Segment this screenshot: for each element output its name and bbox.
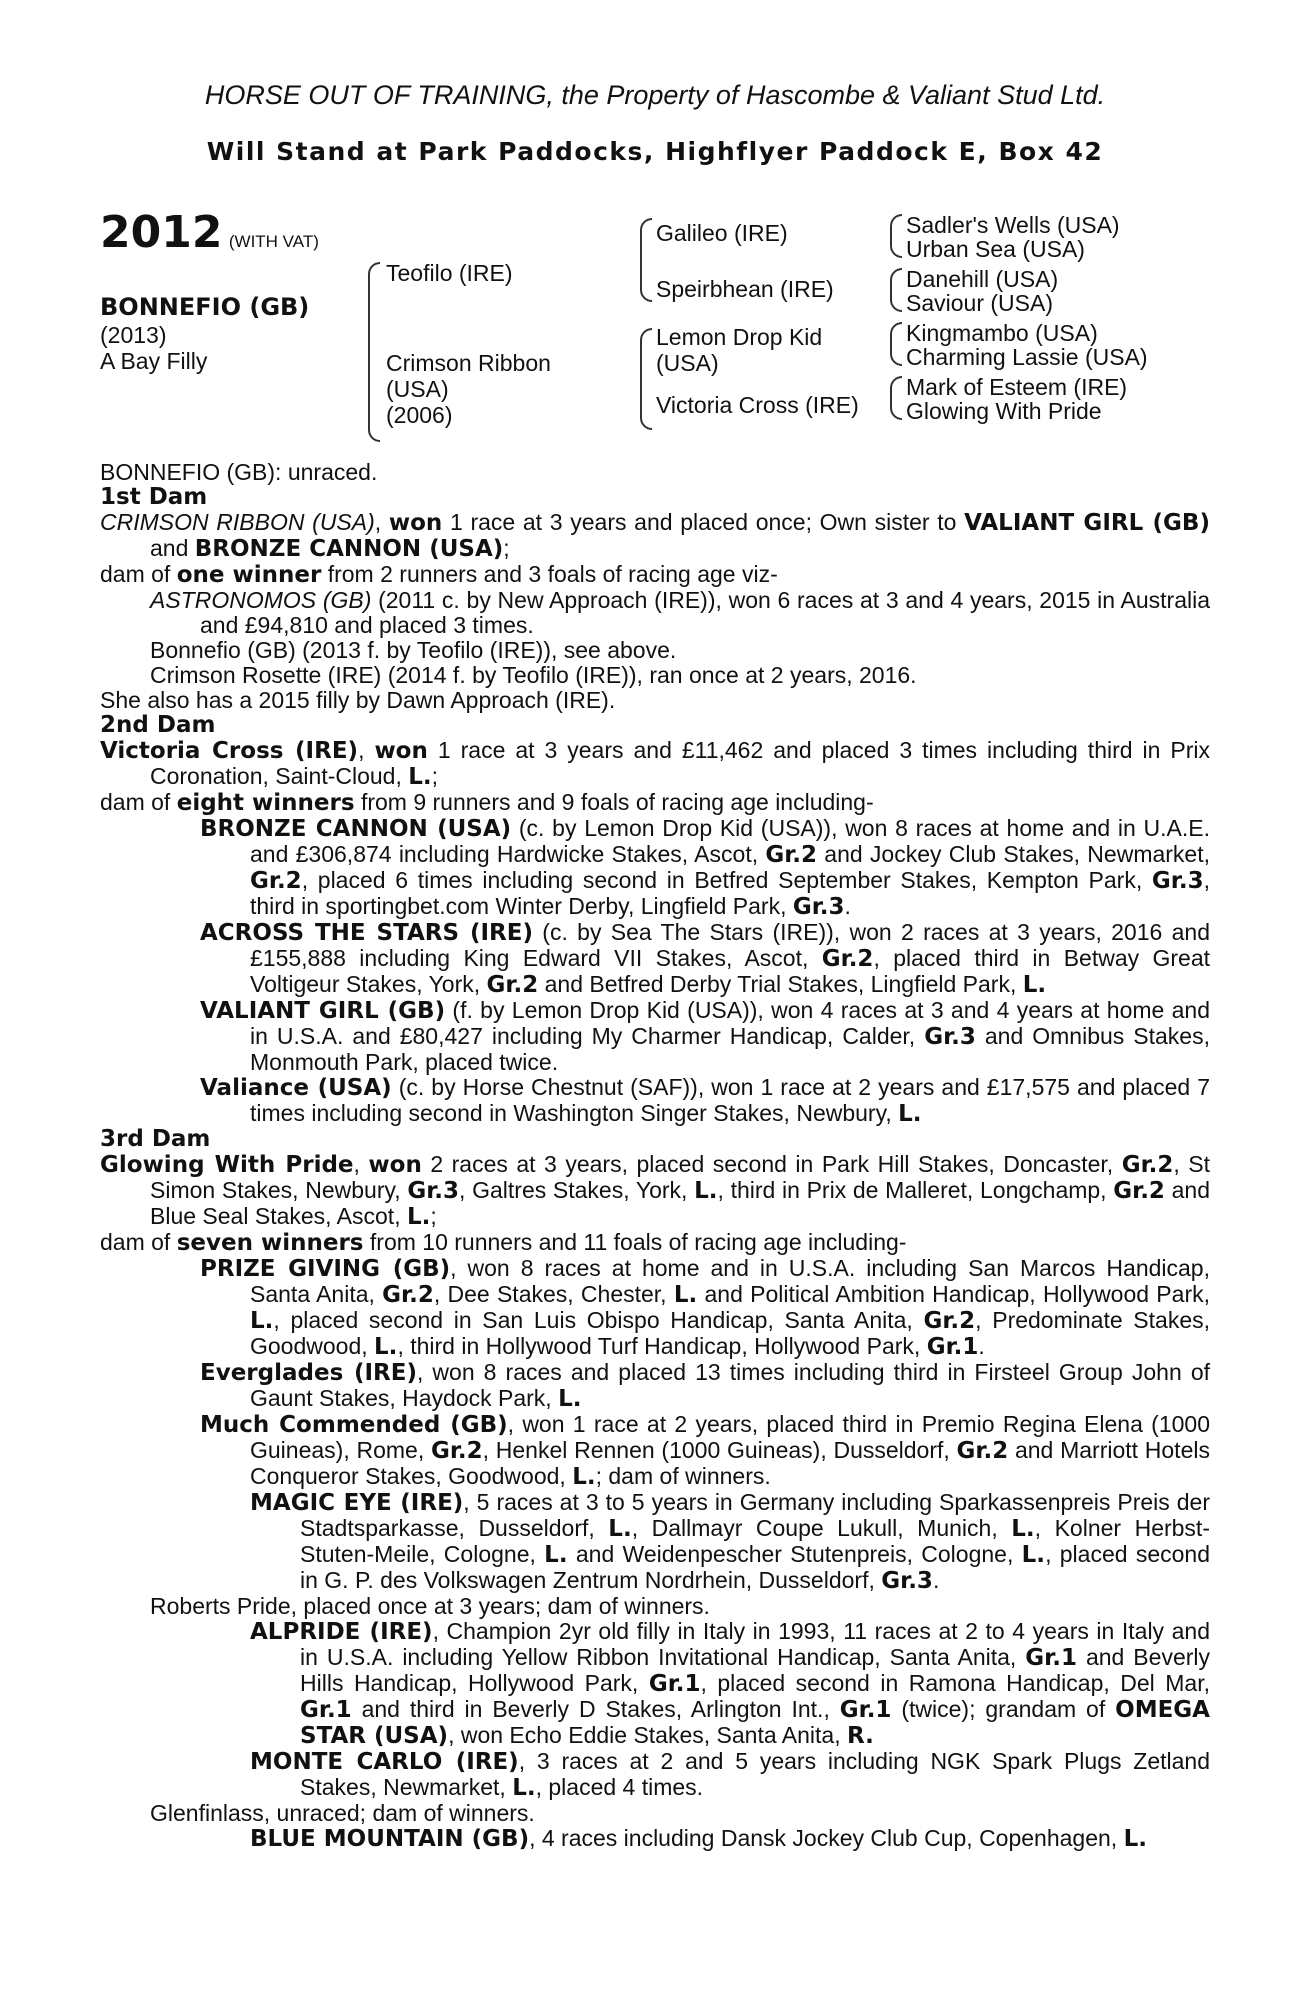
produce-entry	[100, 920, 1210, 998]
text: , 5 races at 3 to 5 years in Germany including Sparkassenpreis Preis der Stadtsparkasse, Dusseldorf,	[300, 1489, 1210, 1541]
text: (f. by Lemon Drop Kid (USA)), won 4 races at 3 and 4 years at home and in U.S.A. and £80,427 including My Charmer Handicap, Calder,	[250, 997, 1211, 1049]
grade: L.	[898, 1101, 922, 1127]
first-dam-entry: CRIMSON RIBBON (USA), won 1 race at 3 years and placed once; Own sister to VALIANT GIRL (GB) and BRONZE CANNON (USA);	[100, 509, 1210, 562]
text: , Champion 2yr old filly in Italy in 1993, 11 races at 2 to 4 years in Italy and in U.S.A. including Yellow Ribbon Invitational Handicap, Santa Anita,	[300, 1618, 1210, 1670]
text: 2 races at 3 years, placed second in Park Hill Stakes, Doncaster,	[421, 1151, 1122, 1177]
text: (twice); grandam of	[891, 1696, 1116, 1722]
dam-sire-line1: Lemon Drop Kid	[656, 324, 823, 350]
grade: Gr.3	[407, 1178, 460, 1204]
text: ,	[353, 1151, 369, 1177]
text: (c. by Horse Chestnut (SAF)), won 1 race at 2 years and £17,575 and placed 7 times including second in Washington Singer Stakes, Newbury,	[250, 1074, 1210, 1126]
grade: Gr.2	[765, 842, 818, 868]
grade: Gr.2	[250, 868, 302, 894]
text: ;	[430, 1203, 437, 1229]
dam-line3: (2006)	[386, 402, 453, 428]
horse-foaled: (2013)	[100, 322, 167, 348]
vat-note: (WITH VAT)	[228, 232, 319, 251]
text: , placed 6 times including second in Betfred September Stakes, Kempton Park,	[301, 867, 1152, 893]
dam-sire-line2: (USA)	[656, 350, 719, 376]
text: ;	[431, 763, 439, 789]
grade: L.	[694, 1178, 718, 1204]
won-label: won	[374, 738, 428, 764]
produce-entry	[100, 1826, 1210, 1852]
text: .	[844, 893, 851, 919]
text: (c. by Lemon Drop Kid (USA)), won 8 races at home and in U.A.E. and £306,874 including Hardwicke Stakes, Ascot,	[250, 815, 1210, 867]
text: ;	[503, 535, 510, 561]
grade: L.	[608, 1516, 632, 1542]
text: and third in Beverly D Stakes, Arlington Int.,	[351, 1696, 840, 1722]
text: , Henkel Rennen (1000 Guineas), Dusseldorf,	[482, 1437, 957, 1463]
produce-name: PRIZE GIVING (GB)	[200, 1256, 451, 1282]
produce-entry: Bonnefio (GB) (2013 f. by Teofilo (IRE)), see above.	[150, 637, 677, 663]
produce-entry	[100, 1256, 1210, 1360]
produce-name: BRONZE CANNON (USA)	[200, 816, 512, 842]
also-note: She also has a 2015 filly by Dawn Approach (IRE).	[100, 687, 616, 713]
produce-entry	[100, 816, 1210, 920]
horse-name: BONNEFIO (GB)	[100, 293, 310, 321]
gen3-5: Kingmambo (USA)	[906, 320, 1098, 346]
lot-year	[100, 207, 319, 258]
won-label: won	[388, 510, 443, 536]
text: and Omnibus Stakes, Monmouth Park, placed twice.	[250, 1023, 1210, 1075]
text: , third in Prix de Malleret, Longchamp,	[717, 1177, 1114, 1203]
grade: Gr.2	[821, 946, 874, 972]
text: , won Echo Eddie Stakes, Santa Anita,	[448, 1722, 847, 1748]
first-dam-name: CRIMSON RIBBON (USA)	[100, 509, 375, 535]
brace-gen3-3	[890, 322, 902, 366]
third-dam-name: Glowing With Pride	[100, 1152, 354, 1178]
brace-gen3-1	[890, 214, 902, 258]
produce-entry	[100, 1490, 1210, 1594]
third-dam-heading: 3rd Dam	[100, 1126, 211, 1152]
sire-dam: Speirbhean (IRE)	[656, 276, 834, 302]
page-title: HORSE OUT OF TRAINING, the Property of Hascombe & Valiant Stud Ltd.	[204, 80, 1106, 110]
grade: L.	[406, 1204, 431, 1230]
grade: L.	[544, 1542, 568, 1568]
produce-name: ALPRIDE (IRE)	[250, 1619, 433, 1645]
produce-entry	[100, 1619, 1210, 1749]
produce-name: BLUE MOUNTAIN (GB)	[250, 1826, 530, 1852]
text: and Marriott Hotels Conqueror Stakes, Goodwood,	[250, 1437, 1210, 1489]
text: , Dallmayr Coupe Lukull, Munich,	[631, 1515, 1012, 1541]
brace-gen2-bottom	[640, 328, 652, 430]
text: , Predominate Stakes, Goodwood,	[250, 1307, 1210, 1359]
grade: Gr.2	[923, 1308, 976, 1334]
produce-name: ASTRONOMOS (GB)	[150, 587, 372, 613]
dam-line1: Crimson Ribbon	[386, 350, 551, 376]
grade: L.	[673, 1282, 698, 1308]
grade: Gr.1	[926, 1334, 979, 1360]
text: ; dam of winners.	[595, 1463, 771, 1489]
produce-entry: Roberts Pride, placed once at 3 years; dam of winners.	[150, 1593, 710, 1619]
gen3-8: Glowing With Pride	[906, 398, 1102, 424]
gen3-6: Charming Lassie (USA)	[906, 344, 1148, 370]
produce-name: MONTE CARLO (IRE)	[250, 1749, 519, 1775]
grade: Gr.3	[881, 1568, 933, 1594]
text: , 4 races including Dansk Jockey Club Cup, Copenhagen,	[529, 1825, 1124, 1851]
catalogue-page	[100, 78, 1210, 1852]
text: ,	[358, 737, 375, 763]
brace-gen2-top	[640, 218, 652, 302]
unraced-note: BONNEFIO (GB): unraced.	[100, 459, 378, 485]
brace-gen3-4	[890, 376, 902, 420]
produce-entry	[100, 1360, 1210, 1412]
text: 1 race at 3 years and placed once; Own sister to	[442, 509, 965, 535]
year-number: 2012	[100, 207, 223, 258]
grade: Gr.3	[924, 1024, 976, 1050]
winners-count: one winner	[176, 562, 322, 588]
text: , St Simon Stakes, Newbury,	[150, 1151, 1210, 1203]
sire-sire: Galileo (IRE)	[656, 220, 788, 246]
gen3-4: Saviour (USA)	[906, 290, 1053, 316]
text: and Jockey Club Stakes, Newmarket,	[817, 841, 1210, 867]
brace-gen1	[368, 262, 380, 442]
second-dam-name: Victoria Cross (IRE)	[100, 738, 359, 764]
second-dam-entry	[100, 738, 1210, 790]
dam-of-line	[100, 562, 1210, 588]
text: from 10 runners and 11 foals of racing age including-	[363, 1229, 907, 1255]
grade: Gr.2	[486, 972, 539, 998]
dam-line2: (USA)	[386, 376, 449, 402]
grade: L.	[512, 1775, 536, 1801]
text: , placed 4 times.	[535, 1774, 704, 1800]
text: from 9 runners and 9 foals of racing age including-	[354, 789, 874, 815]
grade: L.	[374, 1334, 398, 1360]
third-dam-entry	[100, 1152, 1210, 1230]
text: , third in sportingbet.com Winter Derby, Lingfield Park,	[250, 867, 1210, 919]
grade: Gr.1	[648, 1671, 701, 1697]
text: , Galtres Stakes, York,	[459, 1177, 695, 1203]
dam-of-line	[100, 790, 1210, 816]
grade: L.	[1021, 1542, 1046, 1568]
location-line: Will Stand at Park Paddocks, Highflyer Paddock E, Box 42	[206, 137, 1104, 166]
second-dam-heading: 2nd Dam	[100, 712, 216, 738]
produce-entry	[100, 1075, 1210, 1127]
text: 1 race at 3 years and £11,462 and placed 3 times including third in Prix Coronation, Saint-Cloud,	[150, 737, 1211, 789]
grade: Gr.2	[382, 1282, 434, 1308]
text: and Blue Seal Stakes, Ascot,	[150, 1177, 1210, 1229]
text: , placed second in G. P. des Volkswagen Zentrum Nordrhein, Dusseldorf,	[300, 1541, 1210, 1593]
text: , Dee Stakes, Chester,	[433, 1281, 674, 1307]
produce-entry	[100, 1749, 1210, 1801]
grade: L.	[1123, 1826, 1147, 1852]
text: , third in Hollywood Turf Handicap, Hollywood Park,	[397, 1333, 927, 1359]
brace-gen3-2	[890, 268, 902, 312]
text: and	[150, 535, 195, 561]
text: dam of	[100, 789, 177, 815]
text: .	[978, 1333, 985, 1359]
gen3-2: Urban Sea (USA)	[906, 236, 1085, 262]
text: from 2 runners and 3 foals of racing age viz-	[321, 561, 778, 587]
winners-count: eight winners	[176, 790, 355, 816]
grade: Gr.1	[839, 1697, 892, 1723]
text: and Beverly Hills Handicap, Hollywood Park,	[300, 1644, 1210, 1696]
text: , placed third in Betway Great Voltigeur Stakes, York,	[250, 945, 1211, 997]
produce-entry: Glenfinlass, unraced; dam of winners.	[150, 1800, 535, 1826]
text: (c. by Sea The Stars (IRE)), won 2 races at 3 years, 2016 and £155,888 including King Edward VII Stakes, Ascot,	[250, 919, 1210, 971]
text: , won 8 races at home and in U.S.A. including San Marcos Handicap, Santa Anita,	[250, 1255, 1210, 1307]
first-dam-heading: 1st Dam	[100, 484, 208, 510]
grade: Gr.2	[430, 1438, 483, 1464]
grade: Gr.1	[300, 1697, 352, 1723]
dam-of-line	[100, 1230, 1210, 1256]
text: dam of	[100, 561, 177, 587]
text: , 3 races at 2 and 5 years including NGK Spark Plugs Zetland Stakes, Newmarket,	[300, 1748, 1210, 1800]
grade: L.	[408, 764, 432, 790]
sire: Teofilo (IRE)	[386, 260, 513, 286]
text: , won 8 races and placed 13 times including third in Firsteel Group John of Gaunt Stakes, Haydock Park,	[250, 1359, 1211, 1411]
text: .	[932, 1567, 940, 1593]
grade: Gr.2	[1113, 1178, 1165, 1204]
text: dam of	[100, 1229, 177, 1255]
grade: Gr.2	[1121, 1152, 1174, 1178]
text: , placed second in San Luis Obispo Handicap, Santa Anita,	[273, 1307, 924, 1333]
pedigree-table	[100, 207, 1210, 452]
gen3-7: Mark of Esteem (IRE)	[906, 374, 1128, 400]
produce-entry: Crimson Rosette (IRE) (2014 f. by Teofilo (IRE)), ran once at 2 years, 2016.	[150, 662, 917, 688]
sister-name: BRONZE CANNON (USA)	[194, 536, 504, 562]
produce-entry	[100, 998, 1210, 1075]
grade: Gr.3	[792, 894, 845, 920]
text: and Betfred Derby Trial Stakes, Lingfield Park,	[538, 971, 1023, 997]
text: (2011 c. by New Approach (IRE)), won 6 races at 3 and 4 years, 2015 in Australia and £94,810 and placed 3 times.	[200, 587, 1211, 638]
produce-name: Valiance (USA)	[200, 1075, 392, 1101]
sister-name: VALIANT GIRL (GB)	[964, 510, 1210, 536]
catalogue-body	[100, 460, 1210, 1852]
grade: L.	[250, 1308, 274, 1334]
winners-count: seven winners	[176, 1230, 364, 1256]
won-label: won	[368, 1152, 422, 1178]
grade: Gr.1	[1025, 1645, 1077, 1671]
produce-name: Much Commended (GB)	[200, 1412, 508, 1438]
grade: L.	[1011, 1516, 1035, 1542]
text: , won 1 race at 2 years, placed third in Premio Regina Elena (1000 Guineas), Rome,	[250, 1411, 1210, 1463]
produce-name: OMEGA STAR (USA)	[300, 1697, 1210, 1749]
produce-entry	[100, 1412, 1210, 1490]
produce-name: MAGIC EYE (IRE)	[250, 1490, 464, 1516]
grade: L.	[572, 1464, 596, 1490]
produce-name: Everglades (IRE)	[200, 1360, 417, 1386]
gen3-1: Sadler's Wells (USA)	[906, 212, 1120, 238]
gen3-3: Danehill (USA)	[906, 266, 1059, 292]
text: and Political Ambition Handicap, Hollywood Park,	[697, 1281, 1210, 1307]
grade: R.	[846, 1723, 874, 1749]
dam-dam: Victoria Cross (IRE)	[656, 392, 859, 418]
text: and Weidenpescher Stutenpreis, Cologne,	[567, 1541, 1022, 1567]
text: , placed second in Ramona Handicap, Del Mar,	[700, 1670, 1210, 1696]
produce-entry	[100, 588, 1210, 638]
grade: L.	[558, 1386, 582, 1412]
produce-name: VALIANT GIRL (GB)	[200, 998, 446, 1024]
text: , Kolner Herbst-Stuten-Meile, Cologne,	[300, 1515, 1210, 1567]
grade: Gr.3	[1151, 868, 1204, 894]
grade: Gr.2	[956, 1438, 1009, 1464]
grade: L.	[1022, 972, 1047, 998]
produce-name: ACROSS THE STARS (IRE)	[200, 920, 533, 946]
horse-description: A Bay Filly	[100, 348, 208, 374]
